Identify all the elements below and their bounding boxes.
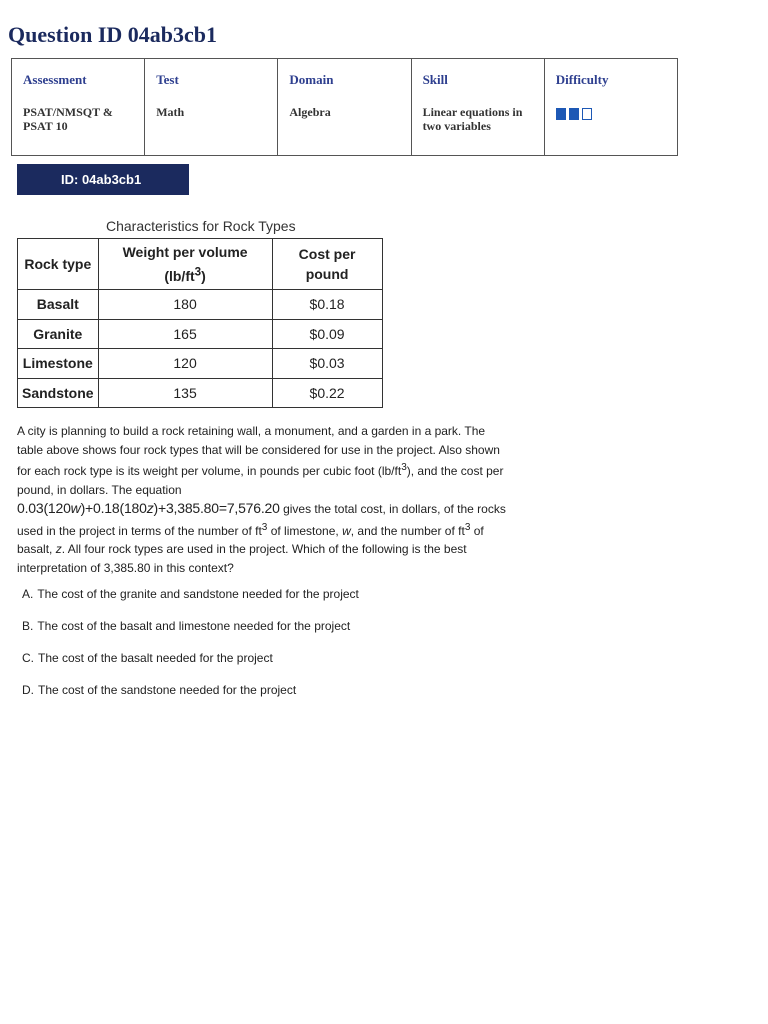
weight-cell: 120 <box>98 349 272 379</box>
weight-cell: 180 <box>98 290 272 320</box>
page-title: Question ID 04ab3cb1 <box>8 22 218 47</box>
table-row <box>18 319 383 349</box>
table-row <box>18 378 383 408</box>
assessment-value: PSAT/NMSQT & PSAT 10 <box>23 105 113 133</box>
difficulty-box-empty <box>582 108 592 120</box>
question-id-badge: ID: 04ab3cb1 <box>17 164 189 195</box>
rock-name-cell: Basalt <box>18 290 99 320</box>
rock-name-cell: Granite <box>18 319 99 349</box>
table-row <box>18 290 383 320</box>
weight-cell: 135 <box>98 378 272 408</box>
table-caption: Characteristics for Rock Types <box>106 218 296 234</box>
choice-b[interactable] <box>22 618 359 650</box>
test-label: Test <box>156 72 179 87</box>
assessment-cell <box>12 59 145 156</box>
choice-text: The cost of the basalt needed for the project <box>38 651 273 665</box>
difficulty-box-filled <box>569 108 579 120</box>
rock-name-cell: Sandstone <box>18 378 99 408</box>
choice-letter: B. <box>22 619 34 633</box>
cost-cell: $0.18 <box>272 290 382 320</box>
cost-cell: $0.09 <box>272 319 382 349</box>
choice-c[interactable] <box>22 650 359 682</box>
choice-d[interactable] <box>22 682 359 714</box>
header-cost-per-pound: Cost per pound <box>272 239 382 290</box>
test-value: Math <box>156 105 185 119</box>
cost-cell: $0.22 <box>272 378 382 408</box>
choice-a[interactable] <box>22 586 359 618</box>
domain-label: Domain <box>289 72 334 87</box>
skill-cell <box>411 59 544 156</box>
table-row <box>18 349 383 379</box>
assessment-label: Assessment <box>23 72 87 87</box>
table-header-row <box>18 239 383 290</box>
weight-cell: 165 <box>98 319 272 349</box>
rock-name-cell: Limestone <box>18 349 99 379</box>
choice-text: The cost of the sandstone needed for the project <box>38 683 297 697</box>
choice-text: The cost of the basalt and limestone needed for the project <box>37 619 351 633</box>
skill-label: Skill <box>422 72 448 87</box>
difficulty-meter <box>556 108 666 120</box>
difficulty-label: Difficulty <box>555 72 609 87</box>
choice-letter: D. <box>22 683 34 697</box>
skill-value: Linear equations in two variables <box>422 105 523 133</box>
rock-types-table <box>17 238 383 408</box>
header-weight-unit: $(lb/ft^3)$ <box>164 265 206 284</box>
test-cell <box>145 59 278 156</box>
difficulty-box-filled <box>556 108 566 120</box>
difficulty-cell <box>544 59 677 156</box>
header-weight-label: Weight per volume <box>122 244 248 261</box>
domain-cell <box>278 59 411 156</box>
cost-equation: 0.03(120w)+0.18(180z)+3,385.80=7,576.20 <box>17 500 280 516</box>
choice-letter: C. <box>22 651 34 665</box>
header-rock-type: Rock type <box>18 239 99 290</box>
header-weight-per-volume <box>98 239 272 290</box>
choice-text: The cost of the granite and sandstone needed for the project <box>37 587 359 601</box>
choice-letter: A. <box>22 587 34 601</box>
question-metadata-table <box>11 58 678 156</box>
answer-choices <box>22 586 359 714</box>
question-stem: A city is planning to build a rock retaining wall, a monument, and a garden in a park. The table above shows four rock types that will be considered for use in the project. Also shown for each rock type is its weight per volume, in pounds per cubic foot $(lb/ft^3)$, and the cost per pound, in dollars. The equation 0.03(120w)+0.18(180z)+3,385.80=7,576.20 gives the total cost, in dollars, of the rocks used in the project in terms of the number of $ft^3$ of limestone, w, and the number of $ft^3$ of basalt, z. All four rock types are used in the project. Which of the following is the best interpretation of 3,385.80 in this context? <box>17 424 506 575</box>
cost-cell: $0.03 <box>272 349 382 379</box>
domain-value: Algebra <box>289 105 331 119</box>
